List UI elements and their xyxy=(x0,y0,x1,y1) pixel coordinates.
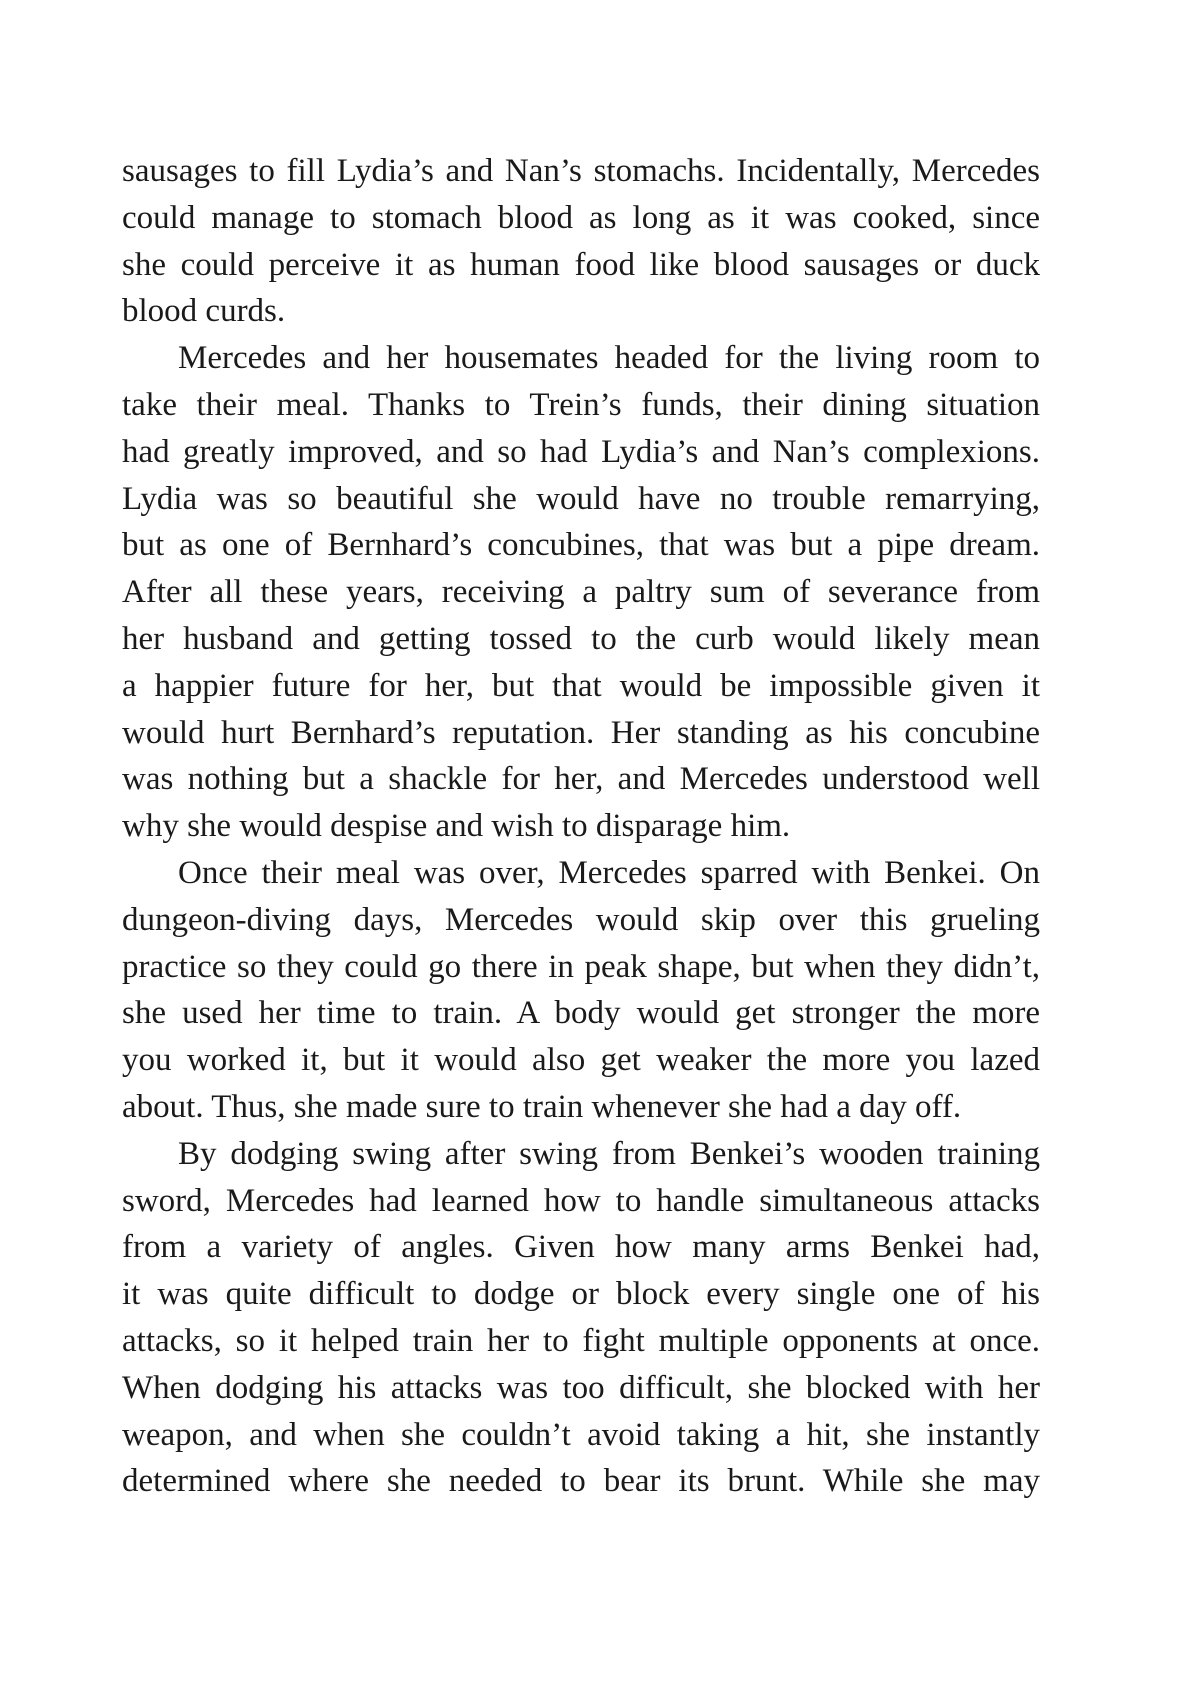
text-line: could manage to stomach blood as long as it was cooked, since xyxy=(122,199,1040,236)
text-line: Mercedes and her housemates headed for the living room to xyxy=(178,340,1040,377)
text-line: By dodging swing after swing from Benkei’s wooden training xyxy=(178,1135,1040,1172)
paragraph xyxy=(122,148,1040,335)
text-line: determined where she needed to bear its brunt. While she may xyxy=(122,1463,1040,1500)
text-line: it was quite difficult to dodge or block every single one of his xyxy=(122,1276,1040,1313)
text-line: attacks, so it helped train her to fight multiple opponents at once. xyxy=(122,1322,1040,1359)
text-line: but as one of Bernhard’s concubines, that was but a pipe dream. xyxy=(122,527,1040,564)
text-line: was nothing but a shackle for her, and Mercedes understood well xyxy=(122,761,1040,798)
text-line: practice so they could go there in peak shape, but when they didn’t, xyxy=(122,948,1040,985)
text-line: After all these years, receiving a paltry sum of severance from xyxy=(122,574,1040,611)
text-line: you worked it, but it would also get weaker the more you lazed xyxy=(122,1042,1040,1079)
text-line: from a variety of angles. Given how many arms Benkei had, xyxy=(122,1229,1040,1266)
text-line: sword, Mercedes had learned how to handle simultaneous attacks xyxy=(122,1182,1040,1219)
text-line: blood curds. xyxy=(122,293,286,330)
text-line: take their meal. Thanks to Trein’s funds, their dining situation xyxy=(122,386,1040,423)
text-line: would hurt Bernhard’s reputation. Her standing as his concubine xyxy=(122,714,1040,751)
text-line: her husband and getting tossed to the curb would likely mean xyxy=(122,620,1040,657)
text-line: weapon, and when she couldn’t avoid taking a hit, she instantly xyxy=(122,1416,1040,1453)
text-line: When dodging his attacks was too difficult, she blocked with her xyxy=(122,1369,1040,1406)
text-line: Once their meal was over, Mercedes sparred with Benkei. On xyxy=(178,854,1040,891)
book-page-body xyxy=(122,148,1040,1505)
text-line: she used her time to train. A body would get stronger the more xyxy=(122,995,1040,1032)
text-line: dungeon-diving days, Mercedes would skip over this grueling xyxy=(122,901,1040,938)
text-line: why she would despise and wish to disparage him. xyxy=(122,808,791,845)
paragraph xyxy=(122,1131,1040,1505)
text-line: about. Thus, she made sure to train whenever she had a day off. xyxy=(122,1088,962,1125)
paragraph xyxy=(122,335,1040,850)
paragraph xyxy=(122,850,1040,1131)
text-line: had greatly improved, and so had Lydia’s and Nan’s complexions. xyxy=(122,433,1040,470)
text-line: Lydia was so beautiful she would have no trouble remarrying, xyxy=(122,480,1040,517)
text-line: sausages to fill Lydia’s and Nan’s stomachs. Incidentally, Mercedes xyxy=(122,153,1040,189)
text-line: a happier future for her, but that would be impossible given it xyxy=(122,667,1040,704)
text-line: she could perceive it as human food like blood sausages or duck xyxy=(122,246,1040,283)
